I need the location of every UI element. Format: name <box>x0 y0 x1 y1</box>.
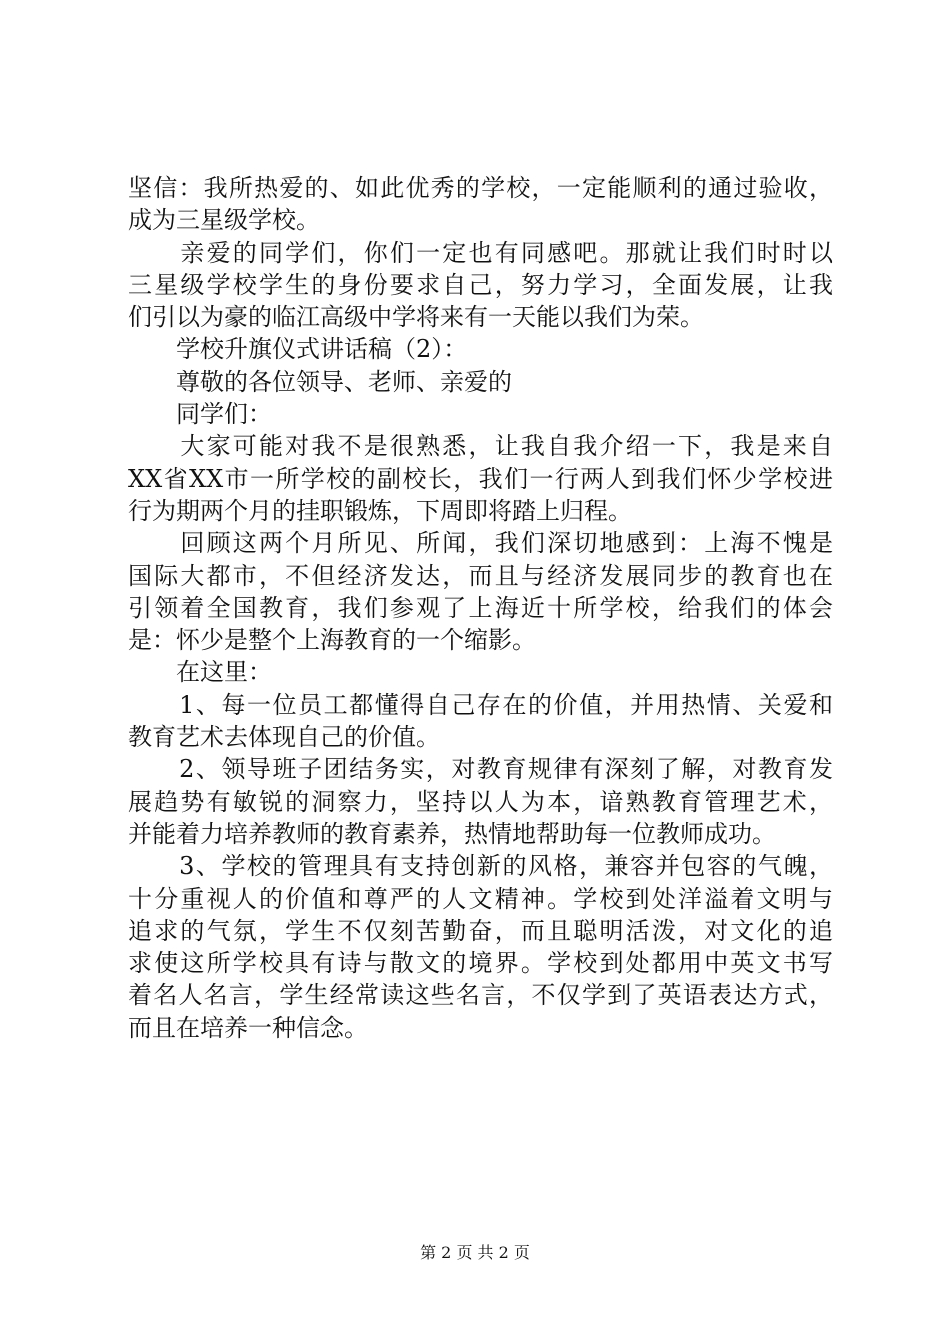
text-line: 引领着全国教育，我们参观了上海近十所学校，给我们的体会 <box>128 593 833 622</box>
text-line: 大家可能对我不是很熟悉，让我自我介绍一下，我是来自 <box>128 432 833 461</box>
text-line: 是：怀少是整个上海教育的一个缩影。 <box>128 626 536 655</box>
text-line: 成为三星级学校。 <box>128 206 320 235</box>
list-item-line: 十分重视人的价值和尊严的人文精神。学校到处洋溢着文明与 <box>128 884 833 913</box>
salutation-line: 同学们： <box>128 400 272 429</box>
list-item-line: 求使这所学校具有诗与散文的境界。学校到处都用中英文书写 <box>128 949 833 978</box>
text-line: XX省XX市一所学校的副校长，我们一行两人到我们怀少学校进 <box>128 464 833 493</box>
text-line: 回顾这两个月所见、所闻，我们深切地感到：上海不愧是 <box>128 529 833 558</box>
list-item-line: 着名人名言，学生经常读这些名言，不仅学到了英语表达方式， <box>128 981 833 1010</box>
text-line: 亲爱的同学们，你们一定也有同感吧。那就让我们时时以 <box>128 238 833 267</box>
text-line: 在这里： <box>128 658 272 687</box>
list-item-line: 展趋势有敏锐的洞察力，坚持以人为本，谙熟教育管理艺术， <box>128 787 833 816</box>
list-item-line: 追求的气氛，学生不仅刻苦勤奋，而且聪明活泼，对文化的追 <box>128 916 833 945</box>
list-item-line: 而且在培养一种信念。 <box>128 1013 368 1042</box>
text-line: 们引以为豪的临江高级中学将来有一天能以我们为荣。 <box>128 303 704 332</box>
page-number-footer: 第 2 页 共 2 页 <box>420 1243 530 1262</box>
list-item-line: 1、每一位员工都懂得自己存在的价值，并用热情、关爱和 <box>128 690 833 719</box>
section-heading: 学校升旗仪式讲话稿（2）： <box>128 335 468 364</box>
text-line: 国际大都市，不但经济发达，而且与经济发展同步的教育也在 <box>128 561 833 590</box>
list-item-line: 3、学校的管理具有支持创新的风格，兼容并包容的气魄， <box>128 852 833 881</box>
list-item-line: 并能着力培养教师的教育素养，热情地帮助每一位教师成功。 <box>128 819 776 848</box>
document-body <box>128 172 833 1044</box>
text-line: 行为期两个月的挂职锻炼，下周即将踏上归程。 <box>128 496 632 525</box>
text-line: 坚信：我所热爱的、如此优秀的学校，一定能顺利的通过验收， <box>128 174 833 202</box>
salutation-line: 尊敬的各位领导、老师、亲爱的 <box>128 367 512 396</box>
list-item-line: 教育艺术去体现自己的价值。 <box>128 723 440 752</box>
list-item-line: 2、领导班子团结务实，对教育规律有深刻了解，对教育发 <box>128 755 833 784</box>
text-line: 三星级学校学生的身份要求自己，努力学习，全面发展，让我 <box>128 270 833 299</box>
